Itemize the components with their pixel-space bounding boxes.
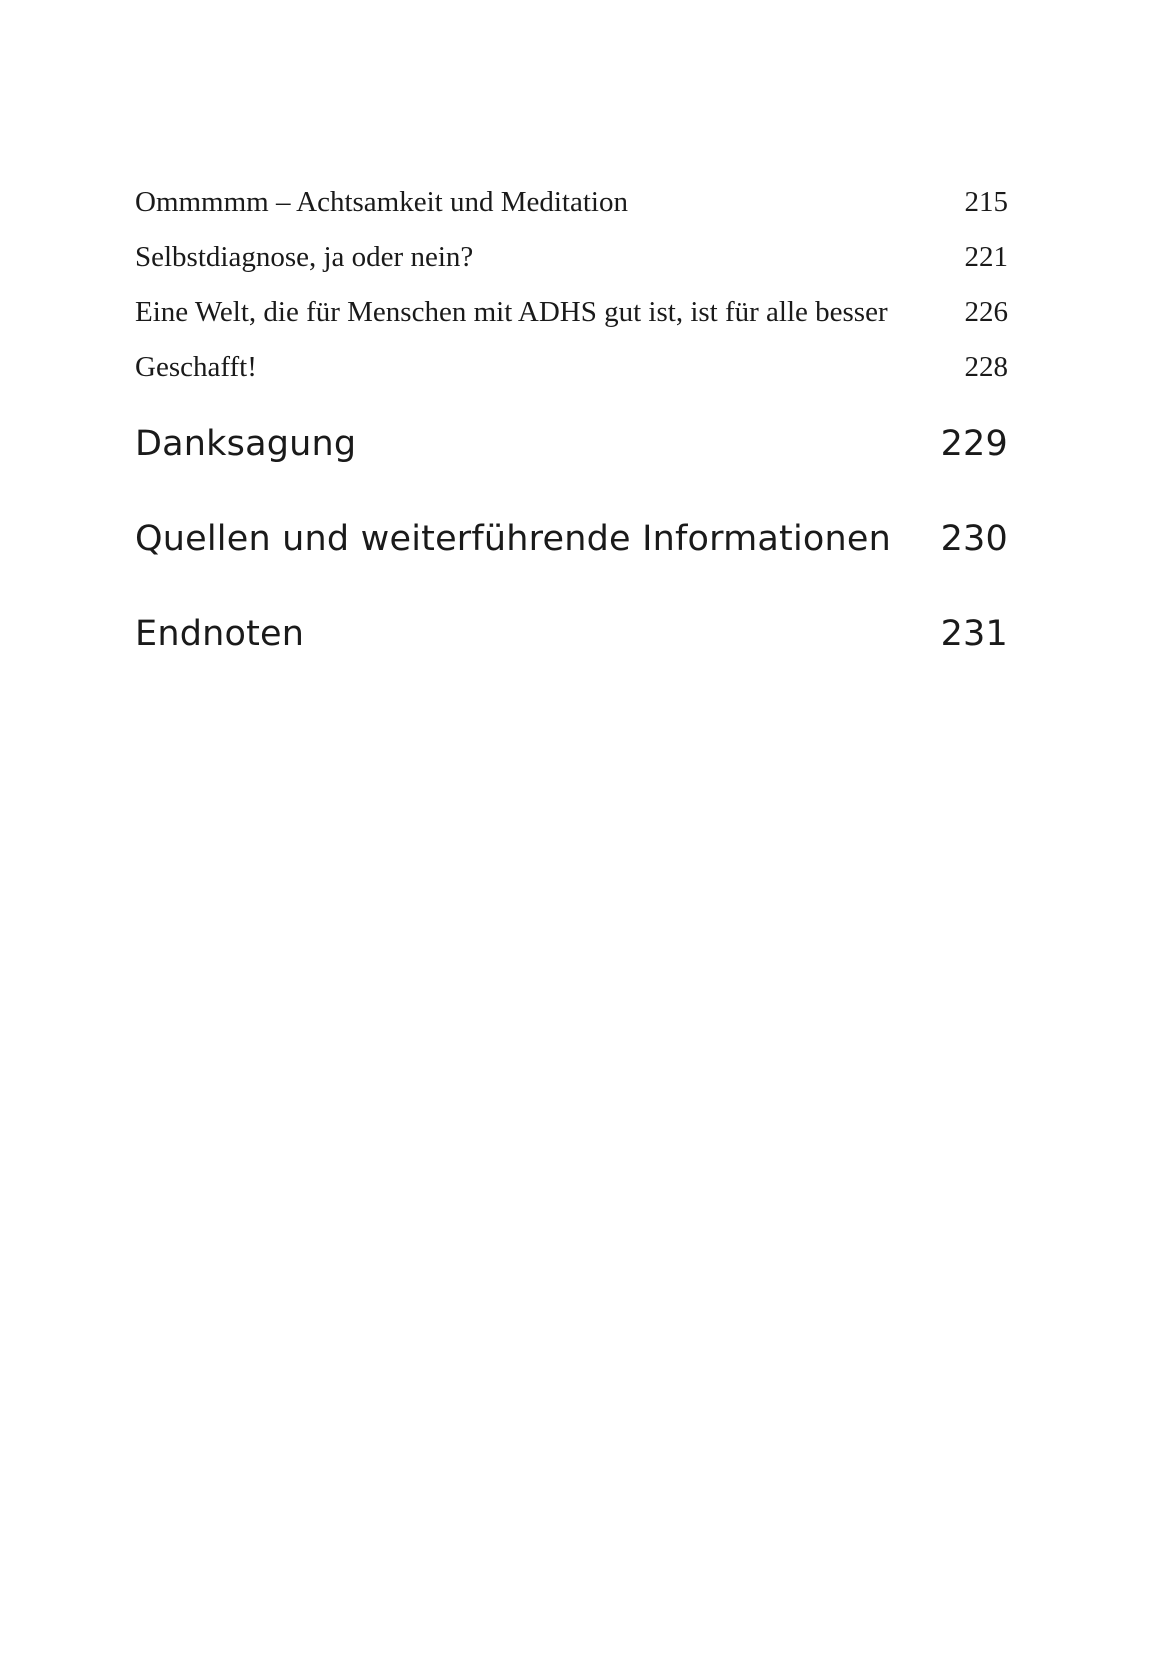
toc-chapter-page: 230 (940, 519, 1008, 559)
toc-entry-title: Geschafft! (135, 351, 257, 383)
toc-chapter-title: Endnoten (135, 614, 305, 654)
toc-entry[interactable] (135, 233, 1008, 281)
toc-entry[interactable] (135, 288, 1008, 336)
toc-entry[interactable] (135, 343, 1008, 391)
toc-entry-title: Eine Welt, die für Menschen mit ADHS gut ist, ist für alle besser (135, 296, 888, 328)
toc-chapter-entry[interactable] (135, 420, 1008, 468)
toc-chapter-entry[interactable] (135, 515, 1008, 563)
toc-chapter-title: Danksagung (135, 424, 357, 464)
toc-chapter-page: 229 (940, 424, 1008, 464)
toc-entry-page: 226 (964, 296, 1008, 328)
toc-chapter-page: 231 (940, 614, 1008, 654)
toc-entry-page: 228 (964, 351, 1008, 383)
toc-entry-page: 215 (964, 186, 1008, 218)
toc-entry-page: 221 (964, 241, 1008, 273)
toc-chapter-entry[interactable] (135, 610, 1008, 658)
toc-entry-title: Selbstdiagnose, ja oder nein? (135, 241, 474, 273)
toc-entry-title: Ommmmm – Achtsamkeit und Meditation (135, 186, 628, 218)
table-of-contents (135, 178, 1008, 658)
toc-chapter-title: Quellen und weiterführende Informationen (135, 519, 892, 559)
toc-entry[interactable] (135, 178, 1008, 226)
